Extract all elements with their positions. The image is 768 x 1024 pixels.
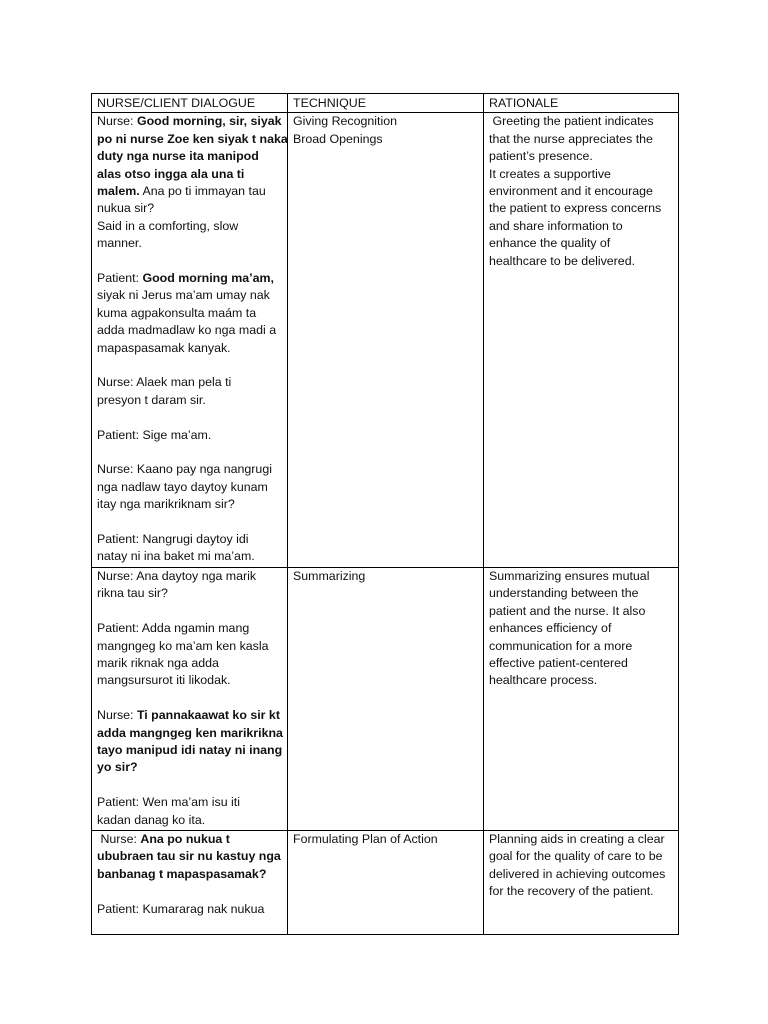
- table-row: [92, 113, 679, 567]
- bold-dialogue-text: Good morning, sir, siyak: [136, 114, 282, 129]
- dialogue-line: yo sir?: [97, 760, 138, 775]
- blank-line: [97, 883, 282, 900]
- rationale-line: for the recovery of the patient.: [489, 884, 654, 899]
- dialogue-line: ububraen tau sir nu kastuy nga: [97, 849, 281, 864]
- dialogue-cell: [92, 830, 288, 934]
- speaker-label: Nurse:: [97, 114, 137, 129]
- dialogue-line: tayo manipud idi natay ni inang: [97, 742, 283, 757]
- rationale-line: healthcare process.: [489, 673, 598, 688]
- rationale-line: communication for a more: [489, 638, 633, 653]
- blank-line: [97, 690, 282, 707]
- blank-line: [97, 777, 282, 794]
- dialogue-line: Nurse: Alaek man pela ti: [97, 375, 232, 390]
- header-dialogue: NURSE/CLIENT DIALOGUE: [92, 94, 288, 113]
- dialogue-cell: [92, 567, 288, 830]
- dialogue-line: [97, 707, 282, 724]
- dialogue-line: duty nga nurse ita manipod: [97, 149, 259, 164]
- rationale-line: Summarizing ensures mutual: [489, 568, 650, 583]
- dialogue-line: Patient: Kumararag nak nukua: [97, 901, 265, 916]
- dialogue-line: mangngeg ko ma’am ken kasla: [97, 638, 269, 653]
- dialogue-line: itay nga marikriknam sir?: [97, 497, 235, 512]
- bold-dialogue-text: Ana po nukua t: [140, 831, 230, 846]
- rationale-line: Planning aids in creating a clear: [489, 831, 665, 846]
- technique-line: Summarizing: [293, 568, 366, 583]
- table-header-row: [92, 94, 679, 113]
- dialogue-line: Patient: Wen ma’am isu iti: [97, 795, 241, 810]
- rationale-cell: [484, 567, 679, 830]
- bold-dialogue-text: Good morning ma’am,: [142, 271, 274, 286]
- dialogue-cell: [92, 113, 288, 567]
- table-row: [92, 830, 679, 934]
- blank-line: [97, 603, 282, 620]
- dialogue-line: Nurse: Kaano pay nga nangrugi: [97, 462, 272, 477]
- dialogue-line: Patient: Sige ma’am.: [97, 427, 212, 442]
- dialogue-line: kadan danag ko ita.: [97, 812, 206, 827]
- dialogue-line: natay ni ina baket mi ma’am.: [97, 549, 255, 564]
- dialogue-line: presyon t daram sir.: [97, 392, 206, 407]
- dialogue-line: marik riknak nga adda: [97, 655, 219, 670]
- blank-line: [97, 444, 282, 461]
- dialogue-line: rikna tau sir?: [97, 586, 168, 601]
- dialogue-line: po ni nurse Zoe ken siyak t naka: [97, 131, 288, 146]
- technique-line: Formulating Plan of Action: [293, 831, 438, 846]
- dialogue-line: nga nadlaw tayo daytoy kunam: [97, 479, 268, 494]
- dialogue-line: adda mangngeg ken marikrikna: [97, 725, 283, 740]
- speaker-label: Nurse:: [97, 708, 137, 723]
- technique-line: Broad Openings: [293, 131, 383, 146]
- blank-line: [97, 514, 282, 531]
- rationale-line: Greeting the patient indicates: [489, 114, 654, 129]
- rationale-line: patient and the nurse. It also: [489, 603, 646, 618]
- dialogue-line: [97, 183, 282, 200]
- speaker-label: Nurse:: [97, 831, 141, 846]
- blank-line: [97, 253, 282, 270]
- rationale-line: delivered in achieving outcomes: [489, 866, 666, 881]
- rationale-line: It creates a supportive: [489, 166, 611, 181]
- dialogue-line: siyak ni Jerus ma’am umay nak: [97, 288, 270, 303]
- bold-dialogue-text: malem.: [97, 184, 140, 199]
- dialogue-text: Ana po ti immayan tau: [139, 184, 266, 199]
- dialogue-line: mapaspasamak kanyak.: [97, 340, 231, 355]
- rationale-line: understanding between the: [489, 586, 639, 601]
- blank-line: [97, 409, 282, 426]
- rationale-line: effective patient-centered: [489, 655, 628, 670]
- header-rationale: RATIONALE: [484, 94, 679, 113]
- rationale-cell: [484, 830, 679, 934]
- rationale-line: the patient to express concerns: [489, 201, 662, 216]
- table-row: [92, 567, 679, 830]
- speaker-label: Patient:: [97, 271, 143, 286]
- dialogue-line: manner.: [97, 236, 142, 251]
- bold-dialogue-text: Ti pannakaawat ko sir kt: [136, 708, 280, 723]
- dialogue-line: mangsursurot iti likodak.: [97, 673, 231, 688]
- rationale-line: healthcare to be delivered.: [489, 253, 636, 268]
- dialogue-line: kuma agpakonsulta maám ta: [97, 305, 257, 320]
- rationale-line: enhance the quality of: [489, 236, 611, 251]
- rationale-line: and share information to: [489, 218, 623, 233]
- blank-line: [97, 357, 282, 374]
- dialogue-line: banbanag t mapaspasamak?: [97, 866, 267, 881]
- dialogue-line: alas otso ingga ala una ti: [97, 166, 245, 181]
- technique-cell: [288, 567, 484, 830]
- header-technique: TECHNIQUE: [288, 94, 484, 113]
- dialogue-line: [97, 113, 282, 130]
- nurse-client-dialogue-table: [91, 93, 679, 935]
- dialogue-line: Patient: Adda ngamin mang: [97, 621, 250, 636]
- dialogue-line: Said in a comforting, slow: [97, 218, 239, 233]
- rationale-line: patient’s presence.: [489, 149, 593, 164]
- technique-line: Giving Recognition: [293, 114, 398, 129]
- rationale-line: environment and it encourage: [489, 184, 653, 199]
- rationale-line: enhances efficiency of: [489, 621, 612, 636]
- dialogue-line: Nurse: Ana daytoy nga marik: [97, 568, 257, 583]
- rationale-line: goal for the quality of care to be: [489, 849, 663, 864]
- dialogue-line: Patient: Nangrugi daytoy idi: [97, 532, 249, 547]
- technique-cell: [288, 113, 484, 567]
- dialogue-line: adda madmadlaw ko nga madi a: [97, 323, 277, 338]
- rationale-cell: [484, 113, 679, 567]
- rationale-line: that the nurse appreciates the: [489, 131, 653, 146]
- dialogue-line: [97, 831, 282, 848]
- dialogue-line: nukua sir?: [97, 201, 155, 216]
- technique-cell: [288, 830, 484, 934]
- dialogue-line: [97, 270, 282, 287]
